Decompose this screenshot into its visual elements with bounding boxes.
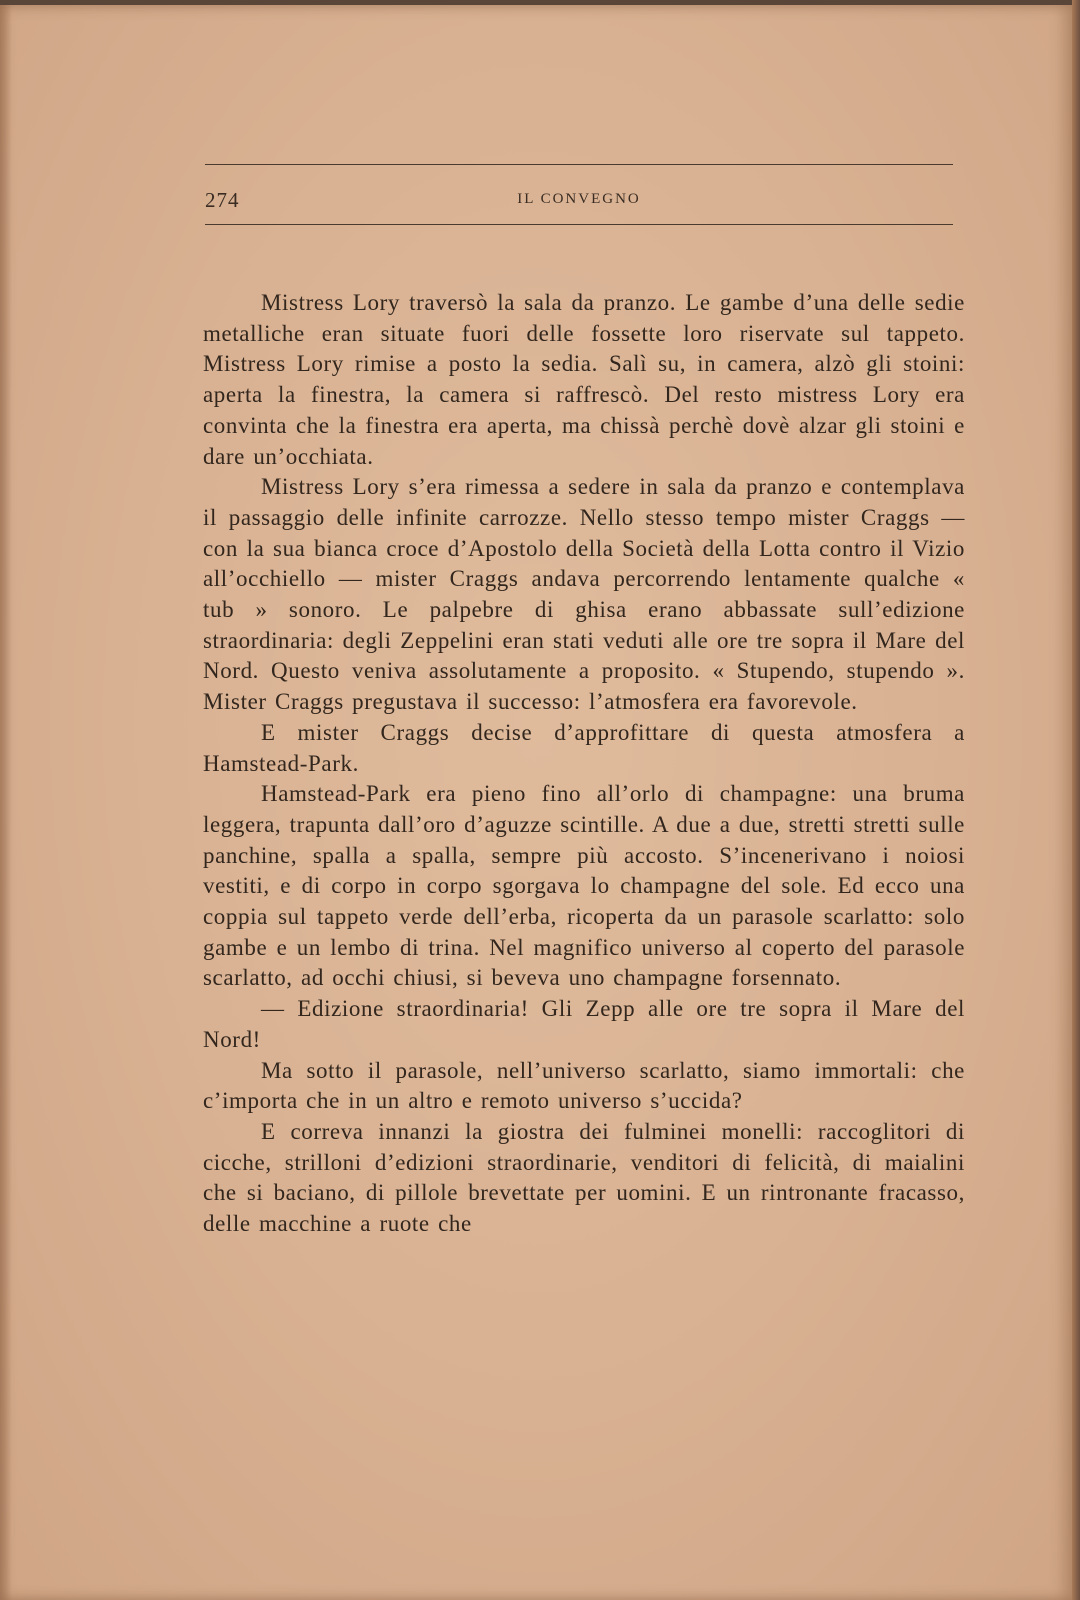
paragraph: Ma sotto il parasole, nell’universo scarlatto, siamo immortali: che c’importa che in un altro e remoto universo s’uccida? bbox=[203, 1057, 965, 1114]
page-gutter-shadow bbox=[0, 5, 12, 1600]
paragraph: Hamstead-Park era pieno fino all’orlo di champagne: una bruma leggera, trapunta dall’oro d’aguzze scintille. A due a due, stretti stretti sulle panchine, spalla a spalla, sempre più accosto. S’incenerivano i noiosi vestiti, e di corpo in corpo sgorgava lo champagne del sole. Ed ecco una coppia sul tappeto verde dell’erba, ricoperta da un parasole scarlatto: solo gambe e un lembo di trina. Nel magnifico universo al coperto del parasole scarlatto, ad occhi chiusi, si beveva uno champagne forsennato. bbox=[203, 781, 965, 991]
running-head bbox=[205, 188, 953, 218]
paragraph: E correva innanzi la giostra dei fulminei monelli: raccoglitori di cicche, strilloni d’edizioni straordinarie, venditori di felicità, di maialini che si baciano, di pillole brevettate per uomini. E un rintronante fracasso, delle macchine a ruote che bbox=[203, 1118, 965, 1237]
paragraph: Mistress Lory s’era rimessa a sedere in sala da pranzo e contemplava il passaggio delle infinite carrozze. Nello stesso tempo mister Craggs — con la sua bianca croce d’Apostolo della Società della Lotta contro il Vizio all’occhiello — mister Craggs andava percorrendo lentamente qualche « tub » sonoro. Le palpebre di ghisa erano abbassate sull’edizione straordinaria: degli Zeppelini eran stati veduti alle ore tre sopra il Mare del Nord. Questo veniva assolutamente a proposito. « Stupendo, stupendo ». Mister Craggs pregustava il successo: l’atmosfera era favorevole. bbox=[203, 474, 965, 715]
paragraph: Mistress Lory traversò la sala da pranzo. Le gambe d’una delle sedie metalliche eran situate fuori delle fossette loro riservate sul tappeto. Mistress Lory rimise a posto la sedia. Salì su, in camera, alzò gli stoini: aperta la finestra, la camera si raffrescò. Del resto mistress Lory era convinta che la finestra era aperta, ma chissà perchè dovè alzar gli stoini e dare un’occhiata. bbox=[203, 290, 965, 469]
body-text bbox=[203, 288, 965, 1240]
paragraph: E mister Craggs decise d’approfittare di questa atmosfera a Hamstead-Park. bbox=[203, 719, 965, 776]
journal-title: IL CONVEGNO bbox=[517, 191, 641, 207]
page-number: 274 bbox=[205, 188, 240, 212]
header-top-rule bbox=[205, 164, 953, 165]
header-bottom-rule bbox=[205, 224, 953, 225]
page-edge bbox=[1072, 0, 1080, 1600]
paragraph: — Edizione straordinaria! Gli Zepp alle ore tre sopra il Mare del Nord! bbox=[203, 996, 965, 1052]
